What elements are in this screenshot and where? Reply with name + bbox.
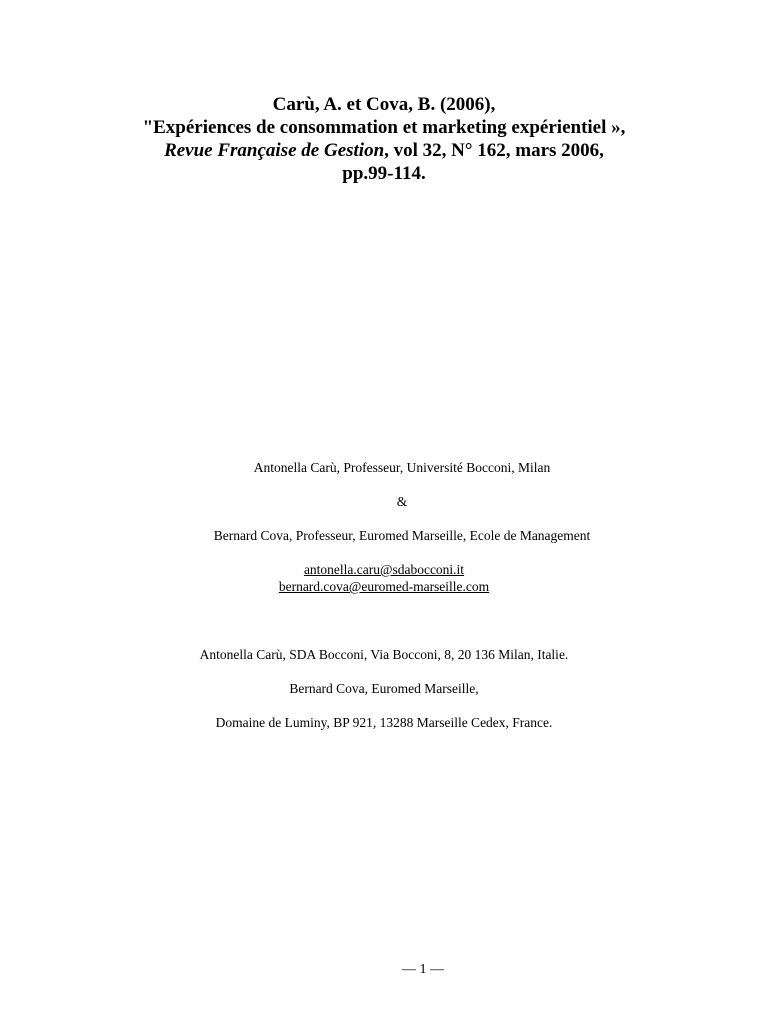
email-link-cova[interactable]: bernard.cova@euromed-marseille.com [278,579,490,594]
author-ampersand: & [396,494,408,509]
address-caru: Antonella Carù, SDA Bocconi, Via Bocconi, 8, 20 136 Milan, Italie. [199,647,569,662]
email-1-line [0,561,768,578]
email-2-line [0,578,768,595]
address-cova-line2: Domaine de Luminy, BP 921, 13288 Marseille Cedex, France. [215,715,553,730]
email-link-caru[interactable]: antonella.caru@sdabocconi.it [303,562,465,577]
author-2-affiliation: Bernard Cova, Professeur, Euromed Marseille, Ecole de Management [213,528,591,543]
citation-journal-line [0,139,768,162]
author-1-affiliation: Antonella Carù, Professeur, Université Bocconi, Milan [253,460,551,475]
citation-pages: pp.99-114. [342,163,426,184]
citation-article-title: "Expériences de consommation et marketing expérientiel », [142,117,626,138]
address-cova-line1: Bernard Cova, Euromed Marseille, [289,681,479,696]
citation-title [0,93,768,185]
citation-authors-year: Carù, A. et Cova, B. (2006), [272,94,496,115]
page-number: — 1 — [402,962,444,977]
citation-journal-name: Revue Française de Gestion [164,140,385,161]
citation-volume-issue: , vol 32, N° 162, mars 2006, [384,140,604,161]
